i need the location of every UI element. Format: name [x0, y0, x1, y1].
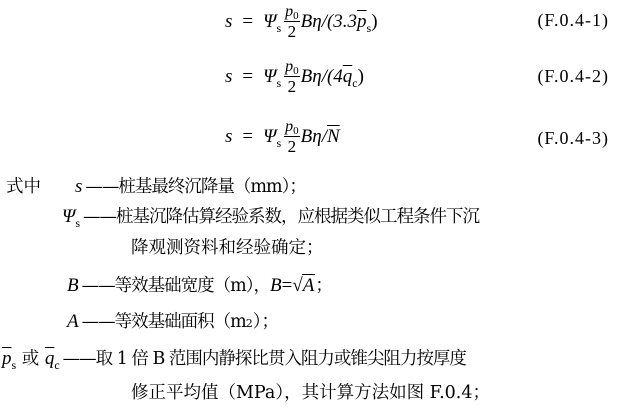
def-A [67, 308, 279, 333]
eq1-close: ) [371, 11, 378, 32]
eq1-number: (F.0.4-1) [537, 10, 609, 30]
def-B-eq-lhs: B [269, 275, 282, 296]
def-s-symbol: s [75, 176, 83, 197]
eq1-body: Bη/(3.3 [300, 11, 358, 32]
eq2-number: (F.0.4-2) [537, 66, 609, 86]
def-ps-qc-cont: 修正平均值（MPa），其计算方法如图 F.0.4； [131, 383, 490, 403]
def-intro: 式中 [6, 177, 41, 197]
def-psi [62, 203, 479, 228]
eq2-var: $\overline{q}_c$ [342, 66, 358, 90]
equation-1 [225, 2, 378, 42]
eq2-equals: = [242, 66, 254, 87]
eq1-fraction: $\frac{p0}{2}$ [285, 3, 299, 41]
def-B-symbol: B [67, 275, 79, 296]
def-psi-cont: 降观测资料和经验确定； [131, 238, 324, 258]
def-qc-symbol: $\overline{q}_c$ [44, 348, 60, 372]
def-A-post: ）； [252, 312, 279, 332]
equation-2 [225, 57, 364, 97]
eq3-fraction: $\frac{p0}{2}$ [285, 118, 299, 156]
eq2-close: ) [357, 66, 364, 87]
def-B [67, 272, 333, 297]
eq2-fraction: $\frac{p0}{2}$ [285, 58, 299, 96]
eq2-lhs: s [225, 66, 233, 87]
def-psi-line1: ——桩基沉降估算经验系数，应根据类似工程条件下沉 [83, 207, 480, 227]
def-B-end: ； [315, 276, 333, 296]
eq3-equals: = [242, 126, 254, 147]
def-A-symbol: A [67, 311, 79, 332]
def-ps-qc-line1: ——取 1 倍 B 范围内静探比贯入阻力或锥尖阻力按厚度 [62, 349, 466, 369]
eq2-body: Bη/(4 [300, 66, 343, 87]
def-psi-symbol: $\Psi_s$ [62, 206, 81, 230]
def-or: 或 [16, 349, 45, 369]
eq1-var: $\overline{p}_s$ [357, 11, 372, 35]
equation-3 [225, 117, 340, 157]
sqrt-icon: √A [292, 275, 315, 296]
def-B-text: ——等效基础宽度（m）， [81, 276, 270, 296]
def-ps-symbol: $\overline{p}_s$ [2, 348, 17, 372]
eq3-var: $\overline{N}$ [326, 126, 340, 147]
def-A-text: ——等效基础面积（m [81, 312, 246, 332]
eq1-equals: = [242, 11, 254, 32]
eq1-psi: $\Psi_s$ [263, 11, 282, 35]
def-B-eq: = [281, 275, 293, 296]
eq3-body: Bη/ [300, 126, 327, 147]
eq3-psi: $\Psi_s$ [263, 126, 282, 150]
def-A-sup: 2 [245, 317, 253, 330]
def-s [75, 173, 306, 198]
def-ps-qc [2, 345, 466, 370]
eq2-psi: $\Psi_s$ [263, 66, 282, 90]
def-s-text: ——桩基最终沉降量（mm）； [85, 177, 306, 197]
eq3-number: (F.0.4-3) [537, 128, 609, 148]
eq1-lhs: s [225, 11, 233, 32]
eq3-lhs: s [225, 126, 233, 147]
